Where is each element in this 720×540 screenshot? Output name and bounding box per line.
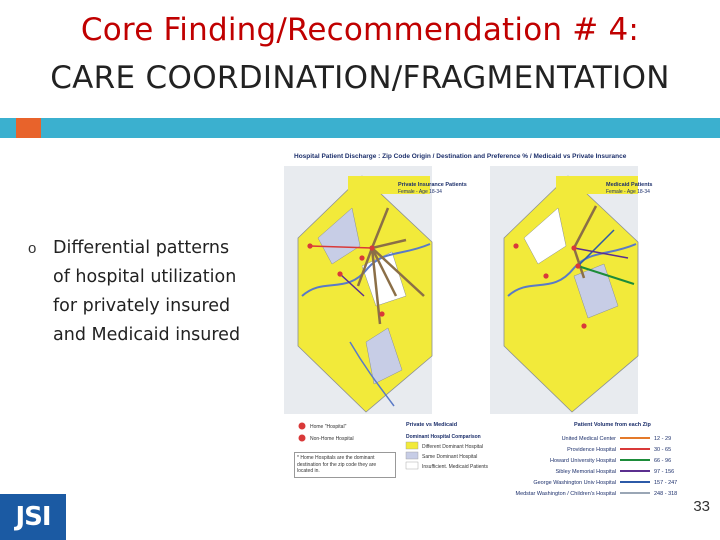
home-hospital-icon (299, 423, 306, 430)
medicaid-map (490, 166, 652, 414)
right-hospital-marker (543, 273, 548, 278)
left-map-subtitle: Female - Age 18-34 (398, 189, 442, 195)
title-divider-accent (16, 118, 41, 138)
legend-note: * Home Hospitals are the dominant destination for the zip code they are located in. (294, 452, 396, 478)
bullet-line: of hospital utilization (53, 267, 237, 287)
right-hospital-marker (571, 245, 576, 250)
legend-swatch (406, 442, 418, 449)
right-hospital-marker (575, 263, 580, 268)
bullet-line: Differential patterns (53, 238, 230, 258)
hospital-legend-label: Howard University Hospital (549, 458, 616, 464)
legend-item: Insufficient. Medicaid Patients (422, 464, 489, 470)
hospital-discharge-figure (284, 146, 712, 516)
figure-header: Hospital Patient Discharge : Zip Code Origin / Destination and Preference % / Medicaid vs Private Insurance (294, 153, 627, 160)
nonhome-hospital-icon (299, 435, 306, 442)
home-hospital-label: Home "Hospital" (310, 424, 347, 430)
left-map-title: Private Insurance Patients (398, 182, 467, 188)
right-map-subtitle: Female - Age 18-34 (606, 189, 650, 195)
volume-legend-label: 248 - 318 (654, 491, 678, 497)
left-hospital-marker (369, 245, 374, 250)
middle-legend-subtitle: Dominant Hospital Comparison (406, 434, 481, 440)
left-hospital-marker (359, 255, 364, 260)
title-divider-left (0, 118, 16, 138)
bullet-line: and Medicaid insured (53, 325, 241, 345)
volume-legend-label: 66 - 96 (654, 458, 672, 464)
left-hospital-marker (337, 271, 342, 276)
slide-subtitle: CARE COORDINATION/FRAGMENTATION (50, 60, 670, 96)
page-number: 33 (693, 498, 710, 515)
left-hospital-marker (379, 311, 384, 316)
bullet-text (53, 234, 273, 350)
middle-legend-title: Private vs Medicaid (406, 422, 458, 428)
legend-item: Different Dominant Hospital (422, 444, 484, 450)
title-divider-right (41, 118, 720, 138)
slide-title: Core Finding/Recommendation # 4: (80, 12, 640, 48)
legend-swatch (406, 452, 418, 459)
left-hospital-marker (307, 243, 312, 248)
hospital-legend-label: Sibley Memorial Hospital (555, 469, 616, 475)
volume-legend-label: 12 - 29 (654, 436, 672, 442)
volume-legend-label: 157 - 247 (654, 480, 678, 486)
volume-legend-label: 30 - 65 (654, 447, 672, 453)
hospital-legend-label: United Medical Center (561, 436, 616, 442)
right-legend-title: Patient Volume from each Zip (574, 422, 651, 428)
bullet-marker: o (28, 240, 37, 257)
jsi-logo: JSI (0, 494, 66, 540)
legend-swatch (406, 462, 418, 469)
hospital-legend-label: Medstar Washington / Children's Hospital (515, 491, 616, 497)
volume-legend-label: 97 - 156 (654, 469, 675, 475)
hospital-legend-label: George Washington Univ Hospital (533, 480, 616, 486)
right-hospital-marker (513, 243, 518, 248)
hospital-legend-label: Providence Hospital (567, 447, 616, 453)
right-hospital-marker (581, 323, 586, 328)
legend-item: Same Dominant Hospital (422, 454, 478, 460)
bullet-line: for privately insured (53, 296, 231, 316)
nonhome-hospital-label: Non-Home Hospital (310, 436, 354, 442)
legend-note-box (294, 452, 396, 492)
right-map-title: Medicaid Patients (606, 182, 653, 188)
